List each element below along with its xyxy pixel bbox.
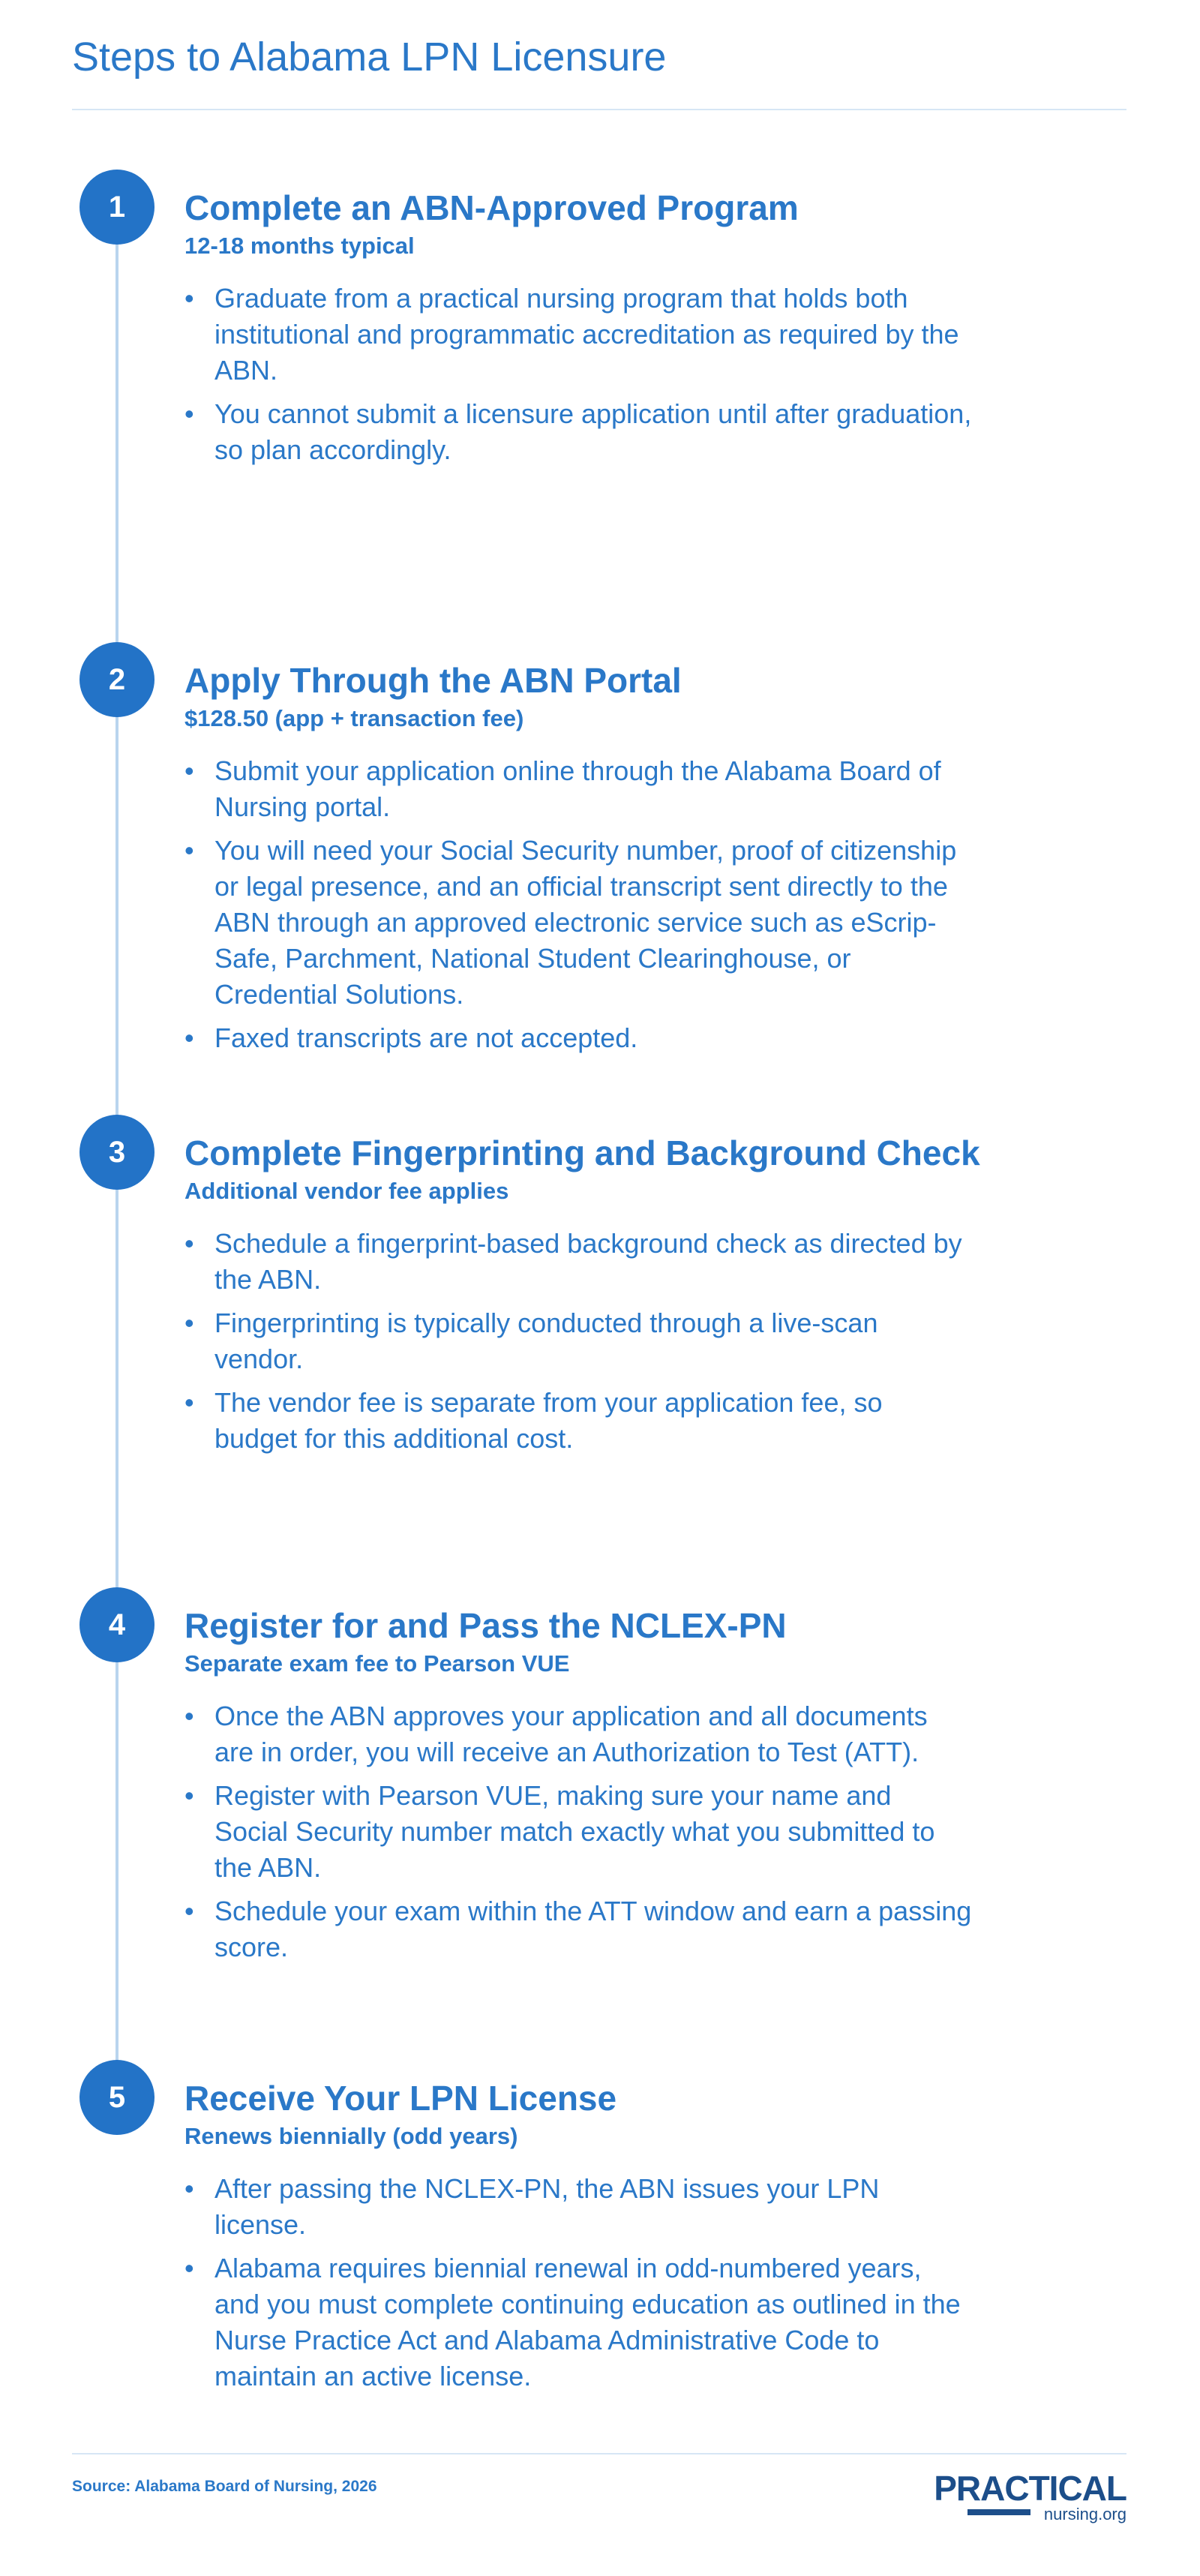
step-bullet-list: [184, 753, 972, 1056]
step-bullet: • Faxed transcripts are not accepted.: [184, 1020, 972, 1056]
logo-domain: nursing.org: [1043, 2505, 1126, 2523]
step-bullet: • You will need your Social Security number, proof of citizenship or legal presence, and an official transcript sent directly to the ABN through an approved electronic service such as eScrip-Safe, Parchment, National Student Clearinghouse, or Credential Solutions.: [184, 833, 972, 1013]
step-bullet: • Graduate from a practical nursing program that holds both institutional and programmatic accreditation as required by the ABN.: [184, 281, 972, 389]
step-bullet: • Submit your application online through the Alabama Board of Nursing portal.: [184, 753, 972, 825]
step-bullet: • Fingerprinting is typically conducted through a live-scan vendor.: [184, 1305, 972, 1377]
step-bullet-list: [184, 2171, 972, 2394]
step-title: Register for and Pass the NCLEX-PN: [184, 1606, 787, 1645]
header-divider: [72, 109, 1126, 110]
logo-wordmark: PRACTICAL: [934, 2469, 1126, 2508]
step-title: Complete Fingerprinting and Background Check: [184, 1133, 980, 1172]
step-content: [184, 1604, 1040, 1973]
source-note: Source: Alabama Board of Nursing, 2026: [72, 2478, 377, 2495]
step-bullet-list: [184, 281, 972, 468]
step-bullet: • Schedule a fingerprint-based background check as directed by the ABN.: [184, 1226, 972, 1298]
step-content: [184, 1131, 1040, 1464]
step-subtitle: Additional vendor fee applies: [184, 1178, 509, 1204]
step-title: Apply Through the ABN Portal: [184, 661, 682, 700]
step-number-badge: 1: [80, 170, 154, 245]
step-bullet-list: [184, 1226, 972, 1457]
step-bullet-list: [184, 1698, 972, 1965]
step-title: Receive Your LPN License: [184, 2079, 617, 2118]
step-bullet: • Schedule your exam within the ATT window and earn a passing score.: [184, 1893, 972, 1965]
step-subtitle: $128.50 (app + transaction fee): [184, 705, 524, 731]
step-content: [184, 186, 1040, 476]
step-bullet: • The vendor fee is separate from your application fee, so budget for this additional cost.: [184, 1385, 972, 1457]
practical-nursing-logo: [934, 2469, 1126, 2524]
step-subtitle: Renews biennially (odd years): [184, 2123, 518, 2149]
logo-underline-bar: [968, 2509, 1030, 2515]
step-bullet: • You cannot submit a licensure application until after graduation, so plan accordingly.: [184, 396, 972, 468]
step-content: [184, 659, 1040, 1064]
step-number-badge: 3: [80, 1115, 154, 1190]
page-title: Steps to Alabama LPN Licensure: [72, 35, 667, 80]
step-bullet: • Once the ABN approves your application and all documents are in order, you will receive an Authorization to Test (ATT).: [184, 1698, 972, 1770]
step-bullet: • Alabama requires biennial renewal in odd-numbered years, and you must complete continuing education as outlined in the Nurse Practice Act and Alabama Administrative Code to maintain an active license.: [184, 2250, 972, 2394]
footer-divider: [72, 2453, 1126, 2454]
step-title: Complete an ABN-Approved Program: [184, 188, 799, 227]
step-subtitle: 12-18 months typical: [184, 233, 415, 259]
step-subtitle: Separate exam fee to Pearson VUE: [184, 1650, 570, 1677]
step-content: [184, 2076, 1040, 2402]
step-bullet: • Register with Pearson VUE, making sure your name and Social Security number match exactly what you submitted to the ABN.: [184, 1778, 972, 1886]
step-number-badge: 2: [80, 642, 154, 717]
step-number-badge: 5: [80, 2060, 154, 2135]
step-number-badge: 4: [80, 1587, 154, 1662]
step-bullet: • After passing the NCLEX-PN, the ABN issues your LPN license.: [184, 2171, 972, 2243]
